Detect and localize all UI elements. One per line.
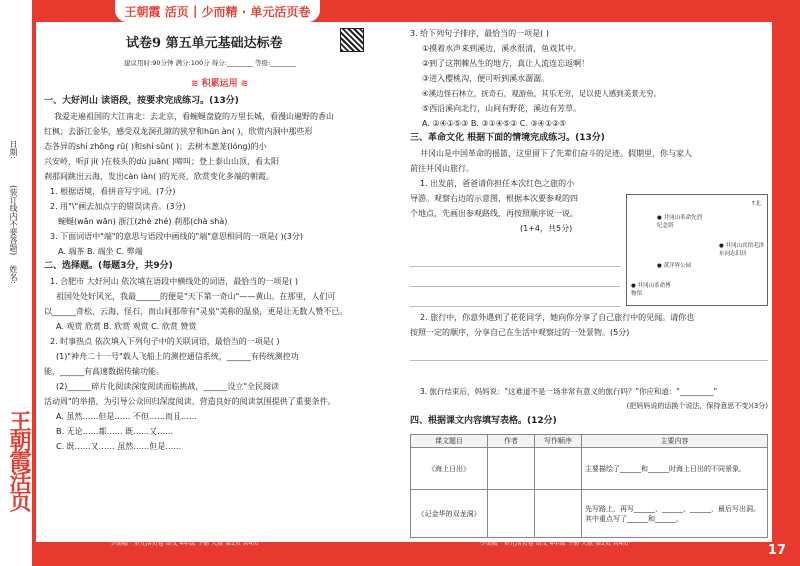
map-point-c: ● 黄洋界公园 [657, 263, 692, 269]
sub-question: 1. 根据语境，看拼音写字词。(7分) [50, 187, 176, 196]
question-text: (2)______碎片化阅读深度阅读面临挑战，______设立"全民阅读 [56, 382, 280, 391]
brand-name: 王朝霞 [124, 4, 161, 19]
q3-question: 3. 给下列句子排序，最恰当的一项是( ) [410, 29, 549, 38]
q2-heading: 二、选择题。(每题3分，共9分) [44, 261, 173, 271]
answer-options: A. 端茶 B. 端坐 C. 弊端 [58, 247, 143, 256]
left-footer: 少而精 · 单元活页卷 语文 4年级 下册 人教 第1页 共4页 [110, 540, 259, 547]
exam-meta: 建议用时:90分钟 满分:100分 得分:________ 等级:________ [124, 59, 297, 67]
brand-logo: 王朝霞活页 [6, 410, 32, 510]
hint-note: (把妈妈说的话换个说法，保持意思不变)(3分) [626, 402, 768, 410]
answer-line[interactable] [410, 252, 620, 267]
q4-heading: 四、根据课文内容填写表格。(12分) [410, 416, 557, 426]
north-label: 北 [755, 201, 761, 207]
answer-line[interactable] [410, 272, 620, 287]
passage-line: 我爱走遍祖国的大江南北：去北京，看蜿蜒盘旋的万里长城，看漫山遍野的香山 [54, 112, 334, 121]
north-arrow-icon: ↑北 [750, 201, 761, 207]
answer-line[interactable] [410, 292, 620, 307]
name-label: 姓名: [9, 265, 18, 284]
slogan: 少而精 · 单元活页卷 [201, 4, 311, 19]
sentence: ②到了这荆棘丛生的地方，真让人流连忘返啊！ [422, 59, 590, 68]
page-title: 试卷9 第五单元基础达标卷 [126, 36, 283, 51]
map-point-a: ● 井冈山革命先烈纪念塔 [657, 215, 703, 229]
table-cell-title: 《记金华的双龙洞》 [411, 490, 488, 538]
table-cell-title: 《海上日出》 [411, 448, 488, 490]
table-cell-content: 先写路上，再写______、______、______，最后写出洞。其中重点写了______和______。 [582, 490, 768, 538]
passage-line: 刹那间跳出云海，发出càn làn( )的光亮，欣赏变化多端的朝霞。 [44, 172, 274, 181]
table-cell-order[interactable] [535, 490, 582, 538]
table-cell-author[interactable] [488, 490, 535, 538]
score-note: (1+4，共5分) [520, 224, 573, 233]
answer-options: B. 无论……都…… 既……又…… [56, 427, 174, 436]
map-point-d: ● 井冈山革命博物馆 [631, 283, 671, 297]
table-header: 主要内容 [582, 435, 768, 448]
sentence: ④溪边怪石林立，抚奇石，观游鱼，其乐无穷，足以使人感到美景无穷。 [422, 89, 662, 98]
sub-question: 2. 旅行中，你意外遇到了花花同学，她向你分享了自己旅行中的见闻。请你也 [420, 313, 695, 322]
date-label: 日期: [9, 140, 18, 159]
sub-question: 2. 时事热点 依次填入下列句子中的关联词语，最恰当的一项是( ) [50, 337, 280, 346]
question-text: 活动周"的举措，为引导公众回归深度阅读、营造良好的阅读氛围提供了重要条件。 [44, 397, 336, 406]
sub-question: 导游。观察右边的示意图，根据本次要参观的四 [410, 194, 578, 203]
page-number: 17 [767, 543, 786, 558]
table-header: 课文题目 [411, 435, 488, 448]
sub-question: 按照一定的顺序，分享自己在生活中观察过的一处景物。(5分) [410, 328, 630, 337]
series-name: 活页 [164, 4, 189, 19]
lesson-table [410, 434, 768, 538]
answer-options: A. 虽然……但是…… 不但……而且…… [56, 412, 197, 421]
right-footer: 少而精 · 单元活页卷 语文 4年级 下册 人教 第2页 共4页 [480, 540, 629, 547]
answer-options: A. ②④①⑤③ B. ③①④⑤② C. ③④①②⑤ [422, 119, 567, 128]
answer-options: C. 既……又…… 虽然……但是…… [56, 442, 182, 451]
route-map [626, 194, 768, 306]
passage-line: 兴安岭，听jī jí( )在枝头的dù juān( )啼叫；登上泰山山顶，看太阳 [44, 157, 279, 166]
context-text: 井冈山是中国革命的摇篮，这里留下了先辈们奋斗的足迹。假期里，你与家人 [420, 149, 692, 158]
table-cell-author[interactable] [488, 448, 535, 490]
passage-line: 态各异的shí zhōng rǔ( )和shí sǔn( )；去树木葱茏(lóng)的小 [44, 142, 267, 151]
sub-question: 1. 出发前，爸爸请你担任本次红色之旅的小 [420, 179, 575, 188]
question-text: (1)"神舟二十一号"载人飞船上的测控通信系统，______有传统测控功 [56, 352, 299, 361]
passage-line: 红枫；去浙江金华，感受双龙洞孔隙的狭窄和hūn àn( )，欣赏内洞中那些形 [44, 127, 313, 136]
qr-code-icon [340, 28, 364, 52]
q1-heading: 一、大好河山 读语段，按要求完成练习。(13分) [44, 96, 239, 106]
question-text: 能，______有高速数据传输功能。 [44, 367, 164, 376]
table-cell-content: 主要描绘了______和______时海上日出的不同景象。 [582, 448, 768, 490]
map-point-b: ● 井冈山宾馆毛泽东同志旧居 [719, 243, 765, 257]
question-text: 以______奇松、云海、怪石，而山间那带有"灵泉"美称的温泉，更是让无数人赞不已。 [44, 307, 348, 316]
sub-question: 个地点，先画出参观路线，再按照顺序说一说。 [410, 209, 578, 218]
sub-question: 1. 合肥市 大好河山 依次填在语段中横线处的词语，最恰当的一项是( ) [50, 277, 299, 286]
binding-note: (装订线内不要答题) [9, 185, 18, 256]
table-header: 写作顺序 [535, 435, 582, 448]
answer-options: A. 观赏 欣赏 B. 欣赏 观赏 C. 欣赏 赞赏 [56, 322, 197, 331]
header-banner: 王朝霞 活页 | 少而精 · 单元活页卷 [115, 0, 320, 22]
context-text: 前往井冈山旅行。 [410, 164, 474, 173]
binding-strip [0, 0, 34, 566]
sentence: ③进入樱桃沟，便可听到溪水潺潺。 [422, 74, 550, 83]
sub-question: 3. 旅行结束后，妈妈说："这难道不是一场非常有意义的旅行吗？"你应和道："_________" [420, 387, 718, 396]
table-header: 作者 [488, 435, 535, 448]
table-cell-order[interactable] [535, 448, 582, 490]
pinyin-options: 蜿蜒(wǎn wān) 浙江(zhè zhé) 刹那(chà shà) [58, 217, 228, 226]
left-page [36, 22, 412, 542]
question-text: 祖国处处好风光，我最______的便是"天下第一奇山"——黄山。在那里，人们可 [56, 292, 336, 301]
right-page [404, 22, 772, 542]
answer-line[interactable] [410, 360, 768, 361]
q3-section-heading: 三、革命文化 根据下面的情境完成练习。(13分) [410, 133, 605, 143]
sub-question: 2. 用"\"画去加点字的错误读音。(3分) [50, 202, 186, 211]
sub-question: 3. 下面词语中"端"的意思与语段中画线的"端"意思相同的一项是( )(3分) [50, 232, 304, 241]
sentence: ①摸着水声来到溪边，溪水很清，鱼戏其中。 [422, 44, 582, 53]
section-title: ≋ 积累运用 ≋ [191, 79, 249, 89]
sentence: ⑤西沿溪向北行，山间有野花，溪边有芳草。 [422, 104, 582, 113]
